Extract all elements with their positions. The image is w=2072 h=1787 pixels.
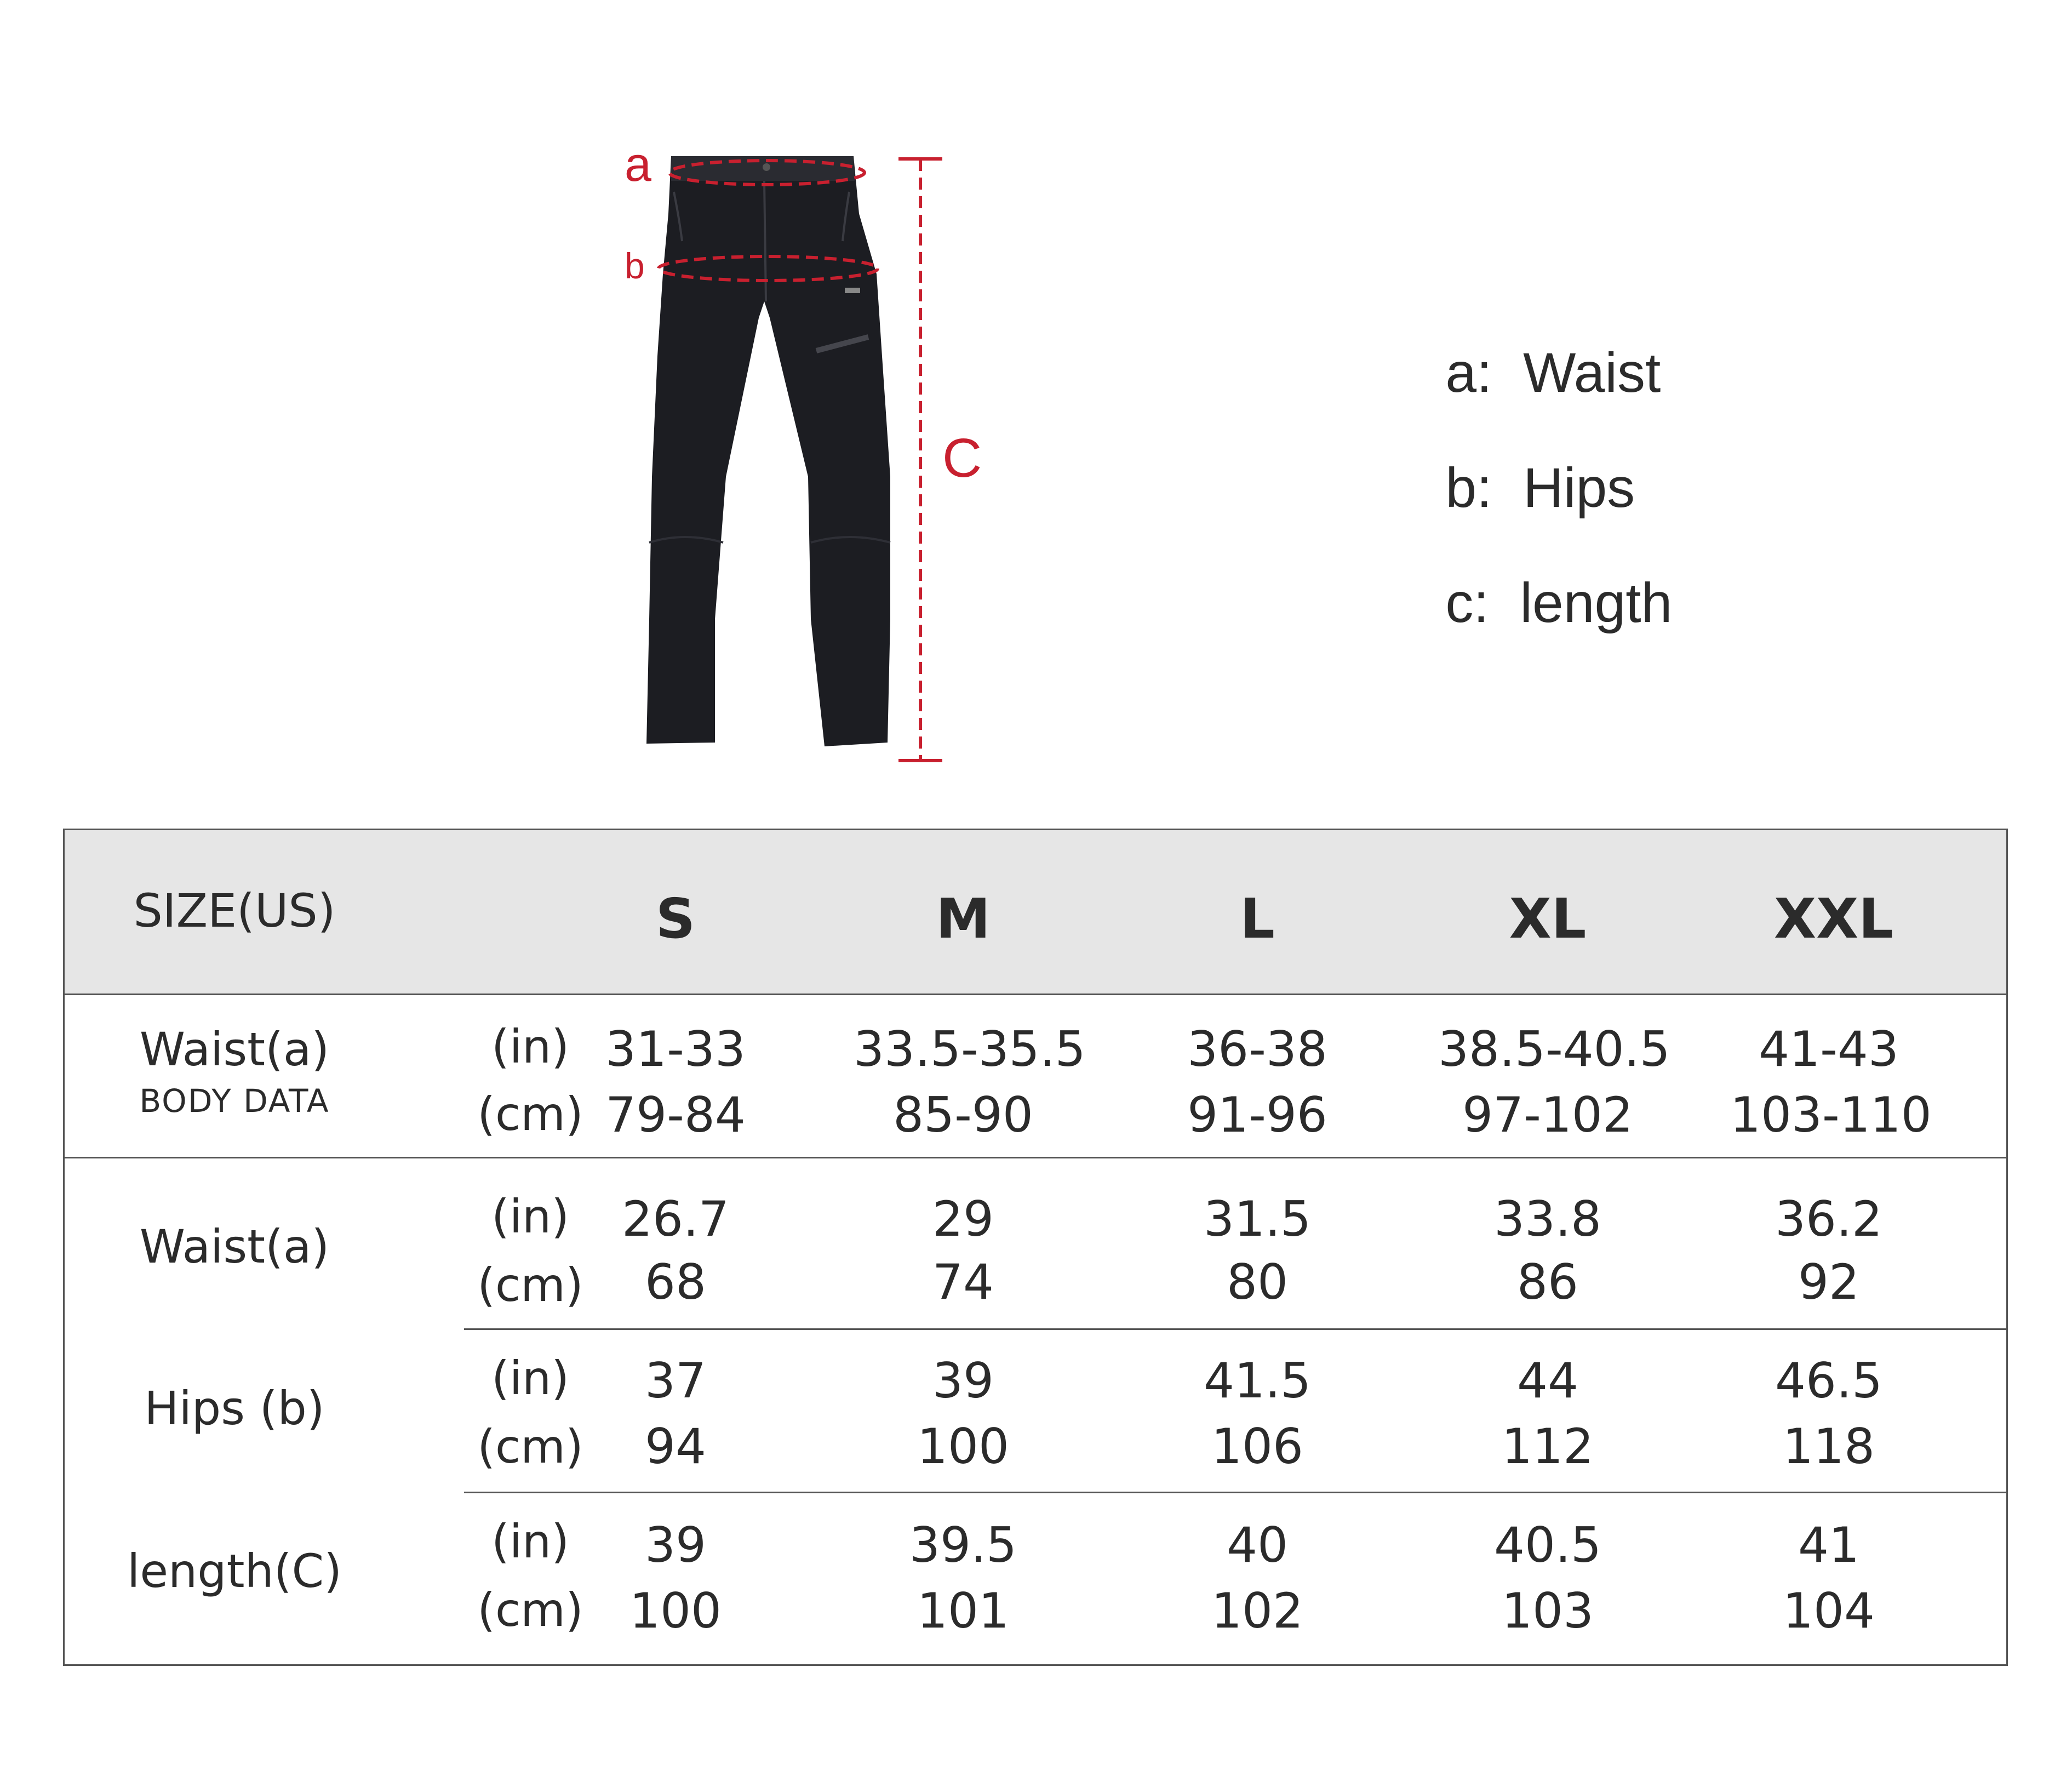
cell-length-in-xxl: 41	[1798, 1517, 1859, 1573]
cell-waist-in-l: 31.5	[1204, 1191, 1311, 1247]
cell-waist-in-xl: 33.8	[1494, 1191, 1601, 1247]
legend-key: a:	[1445, 341, 1492, 404]
cell-hips-cm-xl: 112	[1502, 1418, 1594, 1475]
cell-length-cm-m: 101	[917, 1583, 1009, 1639]
cell-waist-cm-l: 80	[1227, 1254, 1288, 1310]
cell-waist-cm-s: 68	[645, 1254, 706, 1310]
size-header-l: L	[1240, 887, 1275, 951]
cell-body-cm-m: 85-90	[893, 1087, 1033, 1143]
cell-length-in-xl: 40.5	[1494, 1517, 1601, 1573]
unit-in: (in)	[491, 1515, 570, 1568]
cell-hips-cm-m: 100	[917, 1418, 1009, 1475]
legend-item-length	[1383, 507, 1672, 699]
legend-key: c:	[1445, 572, 1489, 634]
divider	[464, 1492, 2006, 1493]
unit-in: (in)	[491, 1190, 570, 1243]
size-table	[63, 829, 2008, 1666]
cell-length-in-m: 39.5	[909, 1517, 1017, 1573]
cell-body-cm-xl: 97-102	[1462, 1087, 1633, 1143]
unit-cm: (cm)	[477, 1258, 583, 1312]
row-label-length: length(C)	[127, 1544, 342, 1598]
cell-body-cm-xxl: 103-110	[1730, 1087, 1932, 1143]
cell-length-in-l: 40	[1227, 1517, 1288, 1573]
unit-cm: (cm)	[477, 1420, 583, 1474]
cell-waist-cm-xxl: 92	[1798, 1254, 1859, 1310]
row-label-waist: Waist(a)	[139, 1220, 330, 1274]
unit-cm: (cm)	[477, 1583, 583, 1637]
cell-length-cm-l: 102	[1211, 1583, 1303, 1639]
divider	[464, 1328, 2006, 1330]
cell-hips-in-m: 39	[932, 1352, 994, 1409]
size-header-xxl: XXL	[1774, 887, 1893, 951]
cell-hips-in-s: 37	[645, 1352, 706, 1409]
row-sublabel-body-data: BODY DATA	[139, 1082, 330, 1120]
cell-body-in-s: 31-33	[605, 1021, 746, 1077]
size-header-s: S	[655, 887, 696, 951]
cell-length-cm-xxl: 104	[1783, 1583, 1875, 1639]
cell-length-cm-xl: 103	[1502, 1583, 1594, 1639]
divider	[65, 1157, 2006, 1158]
cell-body-cm-s: 79-84	[605, 1087, 746, 1143]
cell-waist-in-xxl: 36.2	[1775, 1191, 1882, 1247]
divider	[65, 994, 2006, 995]
cell-body-in-l: 36-38	[1187, 1021, 1327, 1077]
unit-in: (in)	[491, 1351, 570, 1405]
cell-waist-cm-m: 74	[932, 1254, 994, 1310]
row-label-body-waist: Waist(a)	[139, 1023, 330, 1076]
label-c: C	[942, 427, 982, 489]
cell-hips-in-l: 41.5	[1204, 1352, 1311, 1409]
cell-hips-cm-l: 106	[1211, 1418, 1303, 1475]
unit-cm: (cm)	[477, 1087, 583, 1141]
size-header-xl: XL	[1509, 887, 1587, 951]
legend-text: length	[1520, 572, 1673, 634]
pants-diagram	[592, 126, 1008, 773]
cell-hips-in-xxl: 46.5	[1775, 1352, 1882, 1409]
cell-length-cm-s: 100	[629, 1583, 722, 1639]
cell-body-cm-l: 91-96	[1187, 1087, 1327, 1143]
cell-hips-cm-s: 94	[645, 1418, 706, 1475]
cell-hips-cm-xxl: 118	[1783, 1418, 1875, 1475]
size-header-label: SIZE(US)	[133, 884, 336, 938]
cell-length-in-s: 39	[645, 1517, 706, 1573]
cell-body-in-m: 33.5-35.5	[854, 1021, 1086, 1077]
label-a: a	[625, 137, 651, 191]
legend-text: Hips	[1523, 456, 1635, 519]
cell-body-in-xxl: 41-43	[1759, 1021, 1899, 1077]
legend-key: b:	[1445, 456, 1492, 519]
size-header-m: M	[936, 887, 991, 951]
cell-waist-in-s: 26.7	[622, 1191, 729, 1247]
length-measure-line	[898, 159, 942, 761]
unit-in: (in)	[491, 1020, 570, 1074]
label-b: b	[625, 246, 645, 286]
cell-hips-in-xl: 44	[1517, 1352, 1578, 1409]
cell-waist-cm-xl: 86	[1517, 1254, 1578, 1310]
cell-waist-in-m: 29	[932, 1191, 994, 1247]
row-label-hips: Hips (b)	[144, 1381, 325, 1435]
cell-body-in-xl: 38.5-40.5	[1438, 1021, 1670, 1077]
pants-illustration	[646, 156, 890, 746]
legend-text: Waist	[1523, 341, 1661, 404]
